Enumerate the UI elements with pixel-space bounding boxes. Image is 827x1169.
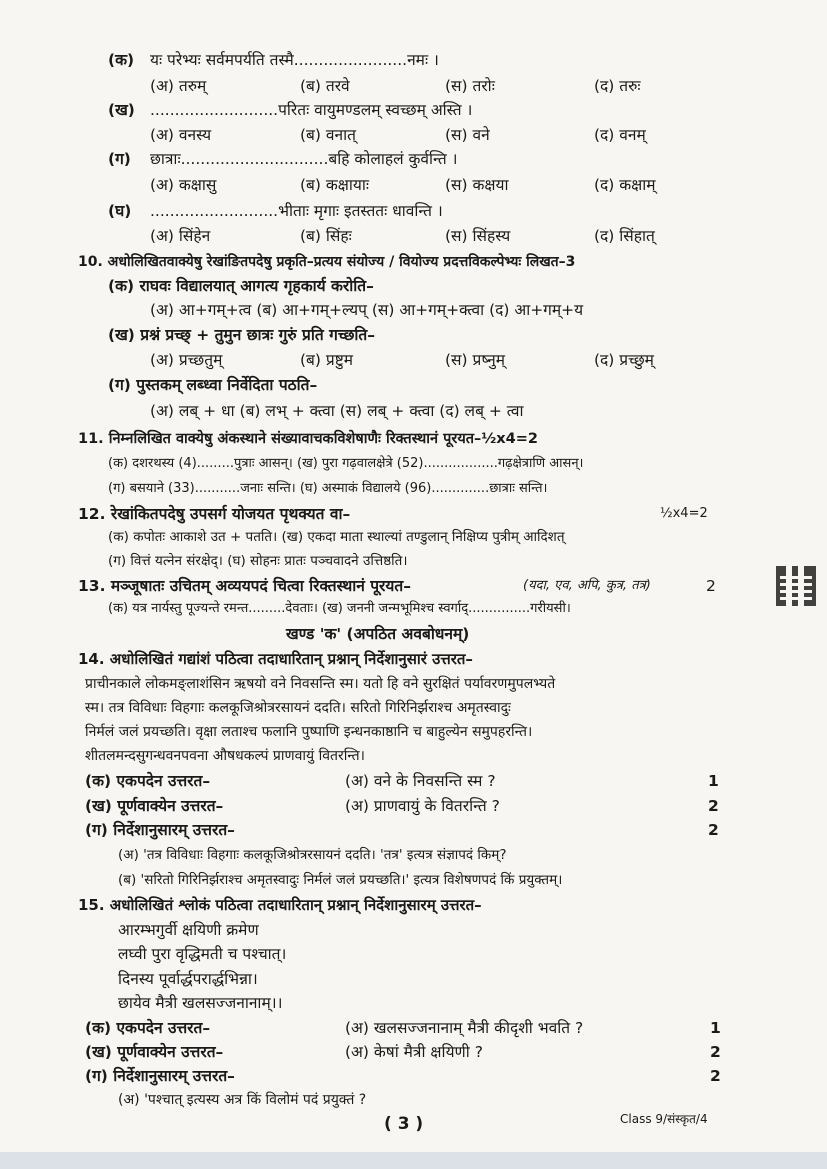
q15-verse-line-4: छायेव मैत्री खलसज्जनानाम्।। (118, 994, 283, 1012)
q14-b-label: (ख) पूर्णवाक्येन उत्तरत– (85, 797, 224, 815)
q9-ga-opt-b: (ब) कक्षायाः (300, 176, 370, 194)
q10-heading: 10. अधोलिखितवाक्येषु रेखांङितपदेषु प्रकृति–प्रत्यय संयोज्य / वियोज्य प्रदत्तविकल्पेभ्यः लिखत–3 (78, 254, 576, 270)
q11-heading: 11. निम्नलिखित वाक्येषु अंकस्थाने संख्यावाचकविशेषाणैः रिक्तस्थानं पूरयत–½x4=2 (78, 431, 538, 447)
q15-b-question: (अ) केषां मैत्री क्षयिणी ? (345, 1043, 483, 1061)
scan-bottom-edge (0, 1152, 827, 1169)
page-number: ( 3 ) (384, 1114, 424, 1134)
q9-ga-opt-c: (स) कक्षया (445, 176, 509, 194)
q9-ka-opt-c: (स) तरोः (445, 77, 495, 95)
q9-ga-opt-d: (द) कक्षाम् (594, 176, 656, 194)
q9-kha-opt-d: (द) वनम् (594, 126, 646, 144)
q9-kha-opt-b: (ब) वनात् (300, 126, 356, 144)
q14-a-question: (अ) वने के निवसन्ति स्म ? (345, 772, 496, 790)
q9-kha-label: (ख) (108, 101, 135, 119)
q14-heading: 14. अधोलिखितं गद्यांशं पठित्वा तदाधारितान् प्रश्नान् निर्देशानुसारं उत्तरत– (78, 650, 473, 668)
q9-gha-opt-a: (अ) सिंहेन (150, 227, 211, 245)
q12-heading: 12. रेखांकितपदेषु उपसर्ग योजयत पृथक्यत वा– (78, 505, 351, 523)
qr-code-icon (776, 566, 816, 606)
q10-ka: (क) राघवः विद्यालयात् आगत्य गृहकार्य करोति– (108, 277, 374, 295)
q14-c-label: (ग) निर्देशानुसारम् उत्तरत– (85, 821, 235, 839)
q10-kha: (ख) प्रश्नं प्रच्छ् + तुमुन छात्रः गुरुं प्रति गच्छति– (108, 326, 376, 344)
q9-kha-text: ..........................परितः वायुमण्डलम् स्वच्छम् अस्ति । (150, 101, 473, 119)
q15-verse-line-3: दिनस्य पूर्वार्द्धपरार्द्धभिन्ना। (118, 970, 258, 988)
q9-ga-text: छात्राः..............................बहि कोलाहलं कुर्वन्ति । (150, 150, 458, 168)
q14-passage-line-3: निर्मलं जलं प्रयच्छति। वृक्षा लताश्च फलानि पुष्पाणि इन्धनकाष्ठानि च बाहुल्येन समुपहरन्ति। (85, 724, 533, 740)
q14-passage-line-4: शीतलमन्दसुगन्धवनपवना औषधकल्पं प्राणवायुं वितरन्ति। (85, 748, 365, 764)
q10-ga: (ग) पुस्तकम् लब्ध्वा निर्वेदिता पठति– (108, 376, 318, 394)
q12-line-2: (ग) वित्तं यत्नेन संरक्षेद्। (घ) सोहनः प्रातः पञ्चवादने उत्तिष्ठति। (108, 553, 408, 569)
q13-line-1: (क) यत्र नार्यस्तु पूज्यन्ते रमन्त.........देवताः। (ख) जननी जन्मभूमिश्च स्वर्गाद्...............गरीयसी। (108, 601, 571, 616)
q15-a-marks: 1 (710, 1019, 721, 1037)
q15-c-item-1: (अ) 'पश्चात् इत्यस्य अत्र किं विलोमं पदं प्रयुक्तं ? (118, 1092, 367, 1108)
q15-verse-line-2: लघ्वी पुरा वृद्धिमती च पश्चात्। (118, 945, 287, 963)
q14-c-item-1: (अ) 'तत्र विविधाः विहगाः कलकूजिश्रोत्ररसायनं ददति। 'तत्र' इत्यत्र संज्ञापदं किम्? (118, 847, 507, 863)
q9-ga-label: (ग) (108, 150, 131, 168)
q9-gha-label: (घ) (108, 202, 132, 220)
q9-ka-opt-d: (द) तरुः (594, 77, 641, 95)
q9-ka-opt-a: (अ) तरुम् (150, 77, 207, 95)
q9-ka-label: (क) (108, 51, 135, 69)
q10-kha-opt-d: (द) प्रच्छुम् (594, 351, 654, 369)
q10-ka-options: (अ) आ+गम्+त्व (ब) आ+गम्+ल्यप् (स) आ+गम्+क्त्वा (द) आ+गम्+य (150, 301, 584, 319)
q9-kha-opt-c: (स) वने (445, 126, 490, 144)
q14-passage-line-2: स्म। तत्र विविधाः विहगाः कलकूजिश्रोत्ररसायनं ददति। सरितो गिरिनिर्झराश्च अमृतस्वादुः (85, 700, 511, 716)
q14-c-marks: 2 (708, 821, 719, 839)
q14-passage-line-1: प्राचीनकाले लोकमङ्लाशंसिन ऋषयो वने निवसन्ति स्म। यतो हि वने सुरक्षितं पर्यावरणमुपलभ्यते (85, 676, 556, 692)
q13-heading: 13. मञ्जूषातः उचितम् अव्ययपदं चित्वा रिक्तस्थानं पूरयत– (78, 577, 411, 595)
q9-gha-text: ..........................भीताः मृगाः इतस्ततः धावन्ति । (150, 202, 443, 220)
q12-marks: ½x4=2 (660, 506, 708, 521)
footer-class-label: Class 9/संस्कृत/4 (620, 1112, 708, 1126)
q14-a-marks: 1 (708, 772, 719, 790)
q9-ga-opt-a: (अ) कक्षासु (150, 176, 217, 194)
q9-gha-opt-c: (स) सिंहस्य (445, 227, 511, 245)
q11-line-2: (ग) बसयाने (33)...........जनाः सन्ति। (घ) अस्माकं विद्यालये (96)..............छात्राः सन्ति। (108, 481, 548, 496)
q14-a-label: (क) एकपदेन उत्तरत– (85, 772, 211, 790)
q10-ga-options: (अ) लब् + धा (ब) लभ् + क्त्वा (स) लब् + क्त्वा (द) लब् + त्वा (150, 402, 524, 420)
q14-b-question: (अ) प्राणवायुं के वितरन्ति ? (345, 797, 500, 815)
q13-marks: 2 (706, 577, 716, 595)
q11-line-1: (क) दशरथस्य (4).........पुत्राः आसन्। (ख) पुरा गढ़वालक्षेत्रे (52)..................गढ़क्षेत्राणि आसन्। (108, 456, 584, 471)
q13-hint: (यदा, एव, अपि, कुत्र, तत्र) (523, 578, 651, 593)
section-heading: खण्ड 'क' (अपठित अवबोधनम्) (286, 625, 470, 643)
q12-line-1: (क) कपोतः आकाशे उत + पतति। (ख) एकदा माता स्थाल्यां तण्डुलान् निक्षिप्य पुत्रीम् आदिशत् (108, 529, 565, 545)
q9-ka-opt-b: (ब) तरवे (300, 77, 350, 95)
q15-verse-line-1: आरम्भगुर्वी क्षयिणी क्रमेण (118, 921, 259, 939)
q9-kha-opt-a: (अ) वनस्य (150, 126, 212, 144)
q15-c-label: (ग) निर्देशानुसारम् उत्तरत– (85, 1067, 235, 1085)
q15-heading: 15. अधोलिखितं श्लोकं पठित्वा तदाधारितान् प्रश्नान् निर्देशानुसारम् उत्तरत– (78, 896, 482, 914)
q15-a-label: (क) एकपदेन उत्तरत– (85, 1019, 211, 1037)
q15-c-marks: 2 (710, 1067, 721, 1085)
q15-b-label: (ख) पूर्णवाक्येन उत्तरत– (85, 1043, 224, 1061)
q15-b-marks: 2 (710, 1043, 721, 1061)
q15-a-question: (अ) खलसज्जनानाम् मैत्री कीदृशी भवति ? (345, 1019, 584, 1037)
q9-ka-text: यः परेभ्यः सर्वमपर्यति तस्मै.......................नमः । (150, 51, 439, 69)
q10-kha-opt-a: (अ) प्रच्छतुम् (150, 351, 223, 369)
q9-gha-opt-b: (ब) सिंहः (300, 227, 352, 245)
q10-kha-opt-c: (स) प्रष्नुम् (445, 351, 506, 369)
q9-gha-opt-d: (द) सिंहात् (594, 227, 655, 245)
q10-kha-opt-b: (ब) प्रष्टुम (300, 351, 354, 369)
q14-b-marks: 2 (708, 797, 719, 815)
q14-c-item-2: (ब) 'सरितो गिरिनिर्झराश्च अमृतस्वादुः निर्मलं जलं प्रयच्छति।' इत्यत्र विशेषणपदं किं प्रयुक्तम्। (118, 872, 563, 888)
